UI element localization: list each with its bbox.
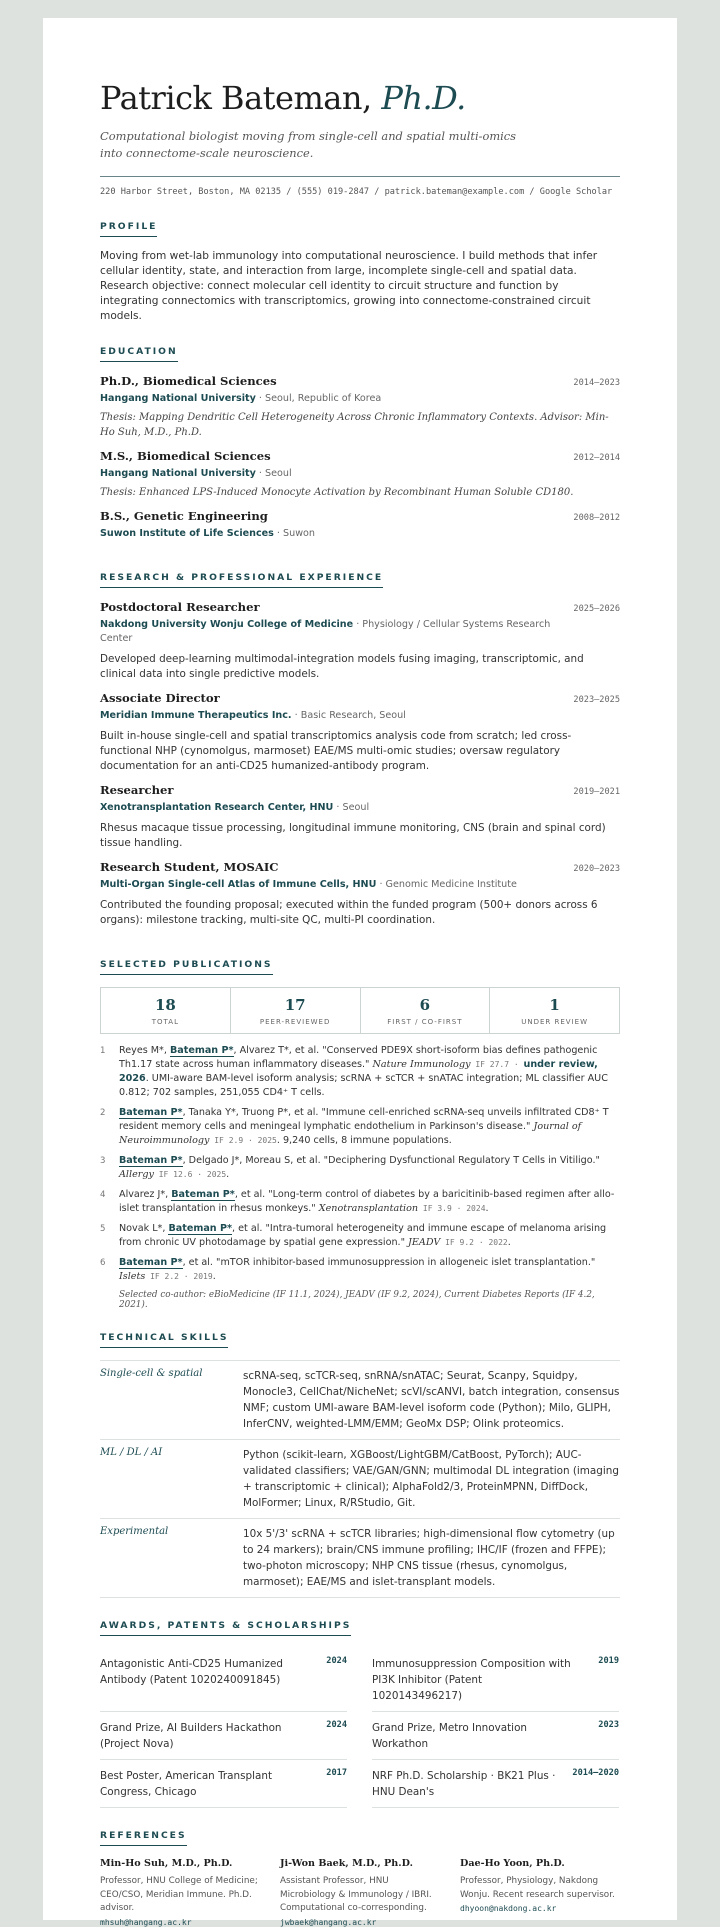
pub-title: , Delgado J*, Moreau S, et al. "Deciphering Dysfunctional Regulatory T Cells in Vitiligo." (182, 1155, 600, 1166)
section-heading-publications: SELECTED PUBLICATIONS (100, 959, 273, 975)
pub-notes: . (485, 1203, 489, 1214)
pub-title: , et al. "Long-term control of diabetes by a baricitinib-based regimen after allo-islet transplantation in rhesus monkeys." (119, 1189, 615, 1214)
stat-peer-reviewed (231, 988, 361, 1033)
stat-value: 17 (284, 996, 306, 1014)
job-title: Postdoctoral Researcher (100, 600, 260, 614)
employer-name: Meridian Immune Therapeutics Inc. (100, 710, 292, 721)
experience-list (100, 600, 620, 928)
reference-name: Min-Ho Suh, M.D., Ph.D. (100, 1858, 233, 1869)
reference-name: Dae-Ho Yoon, Ph.D. (460, 1858, 565, 1869)
job-description: Contributed the founding proposal; executed within the funded program (500+ donors across 6 organs): milestone tracking, multi-site QC, multi-PI coordination. (100, 899, 598, 926)
pub-self-author: Bateman P* (119, 1107, 183, 1118)
awards-grid (100, 1648, 620, 1808)
employer-unit: · Physiology / Cellular Systems Research Center (100, 619, 551, 644)
education-item (100, 374, 620, 440)
publication-item (100, 1106, 620, 1148)
credential-text: Ph.D. (381, 79, 466, 117)
pub-impact: IF 3.9 · 2024 (418, 1204, 486, 1213)
award-text: Grand Prize, Metro Innovation Workathon (372, 1722, 528, 1750)
reference-name: Ji-Won Baek, M.D., Ph.D. (280, 1858, 413, 1869)
thesis-text: Thesis: Mapping Dendritic Cell Heterogeneity Across Chronic Inflammatory Contexts. Advisor: Min-Ho Suh, M.D., Ph.D. (100, 412, 609, 438)
degree-title: B.S., Genetic Engineering (100, 509, 268, 523)
experience-item (100, 860, 620, 928)
reference-role: Professor, Physiology, Nakdong Wonju. Recent research supervisor. (460, 1876, 615, 1900)
employer-unit: · Basic Research, Seoul (294, 710, 406, 721)
section-heading-education: EDUCATION (100, 346, 178, 362)
job-years: 2025–2026 (573, 604, 620, 614)
job-description: Rhesus macaque tissue processing, longitudinal immune monitoring, CNS (brain and spinal cord) tissue handling. (100, 822, 606, 849)
award-item (100, 1648, 347, 1712)
award-text: Best Poster, American Transplant Congress, Chicago (100, 1770, 273, 1798)
stat-first-author (361, 988, 491, 1033)
pub-journal: Journal of Neuroimmunology (119, 1121, 582, 1146)
pub-impact: IF 2.9 · 2025 (209, 1136, 277, 1145)
stat-label: PEER-REVIEWED (259, 1018, 331, 1026)
experience-item (100, 691, 620, 774)
stat-value: 6 (419, 996, 431, 1014)
pub-impact: IF 27.7 · (470, 1060, 524, 1069)
pub-notes: . (226, 1169, 230, 1180)
pub-title: , et al. "mTOR inhibitor-based immunosuppression in allogeneic islet transplantation." (182, 1257, 596, 1268)
employer-name: Nakdong University Wonju College of Medicine (100, 619, 354, 630)
award-year: 2014–2020 (572, 1768, 619, 1778)
experience-item (100, 783, 620, 851)
skill-category: ML / DL / AI (100, 1447, 163, 1458)
resume-page (43, 18, 677, 1927)
pub-self-author: Bateman P* (171, 1189, 235, 1200)
job-description: Built in-house single-cell and spatial transcriptomics analysis code from scratch; led cross-functional NHP (cynomolgus, marmoset) EAE/MS multi-omic studies; oversaw regulatory documentation for an anti-CD25 humanized-antibody program. (100, 730, 572, 772)
stat-under-review (490, 988, 619, 1033)
degree-years: 2014–2023 (573, 378, 620, 388)
job-years: 2023–2025 (573, 695, 620, 705)
reference-item (100, 1858, 260, 1927)
publication-number: 5 (100, 1224, 106, 1234)
stat-label: UNDER REVIEW (521, 1018, 588, 1026)
publication-stats (100, 987, 620, 1034)
institution-location: · Suwon (276, 528, 315, 539)
award-year: 2019 (598, 1656, 619, 1666)
skill-list: 10x 5'/3' scRNA + scTCR libraries; high-dimensional flow cytometry (up to 24 markers); brain/CNS immune profiling; IHC/IF (frozen and FFPE); two-photon microscopy; NHP CNS tissue (rhesus, cynomolgus, marmoset); EAE/MS and islet-transplant models. (243, 1528, 615, 1588)
employer-name: Xenotransplantation Research Center, HNU (100, 802, 334, 813)
stat-value: 1 (549, 996, 560, 1014)
award-text: NRF Ph.D. Scholarship · BK21 Plus · HNU Dean's (372, 1770, 556, 1798)
pub-journal: JEADV (408, 1237, 441, 1248)
education-list (100, 374, 620, 541)
education-item (100, 449, 620, 500)
award-year: 2017 (326, 1768, 347, 1778)
pub-title: , et al. "Intra-tumoral heterogeneity and immune escape of melanoma arising from chronic UV photodamage by spatial gene expression." (119, 1223, 607, 1248)
award-item (372, 1712, 619, 1760)
institution-name: Suwon Institute of Life Sciences (100, 528, 274, 539)
employer-unit: · Genomic Medicine Institute (379, 879, 517, 890)
publication-item (100, 1188, 620, 1216)
skill-category: Experimental (100, 1526, 169, 1537)
skills-table (100, 1360, 620, 1598)
degree-years: 2012–2014 (573, 453, 620, 463)
job-description: Developed deep-learning multimodal-integration models fusing imaging, transcriptomic, and clinical data into single predictive models. (100, 653, 584, 680)
reference-email[interactable]: mhsuh@hangang.ac.kr (100, 1917, 192, 1927)
skill-row (100, 1360, 620, 1439)
award-text: Antagonistic Anti-CD25 Humanized Antibody (Patent 1020240091845) (100, 1658, 283, 1686)
name-text: Patrick Bateman, (100, 79, 372, 117)
job-title: Associate Director (100, 691, 220, 705)
skill-category: Single-cell & spatial (100, 1368, 203, 1379)
pub-self-author: Bateman P* (169, 1045, 234, 1056)
institution-name: Hangang National University (100, 393, 256, 404)
section-heading-experience: RESEARCH & PROFESSIONAL EXPERIENCE (100, 572, 383, 588)
employer-name: Multi-Organ Single-cell Atlas of Immune Cells, HNU (100, 879, 377, 890)
stat-total (101, 988, 231, 1033)
tagline: Computational biologist moving from single-cell and spatial multi-omics into connectome-scale neuroscience. (100, 129, 517, 160)
job-years: 2019–2021 (573, 787, 620, 797)
award-year: 2024 (326, 1720, 347, 1730)
pub-authors-pre: Reyes M*, (119, 1045, 170, 1056)
award-item (100, 1760, 347, 1808)
section-heading-references: REFERENCES (100, 1830, 187, 1846)
publication-item (100, 1044, 620, 1100)
stat-value: 18 (154, 996, 176, 1014)
stat-label: FIRST / CO-FIRST (387, 1018, 463, 1026)
pub-authors-pre: Novak L*, (119, 1223, 169, 1234)
skill-row (100, 1518, 620, 1598)
publication-number: 3 (100, 1156, 106, 1166)
name-heading (100, 78, 620, 118)
publication-item (100, 1222, 620, 1250)
award-item (372, 1760, 619, 1808)
pub-journal: Xenotransplantation (318, 1203, 419, 1214)
pub-notes: . 9,240 cells, 8 immune populations. (276, 1135, 452, 1146)
publication-number: 6 (100, 1258, 106, 1268)
pub-impact: IF 2.2 · 2019 (145, 1272, 213, 1281)
skill-row (100, 1439, 620, 1518)
experience-item (100, 600, 620, 682)
reference-item (460, 1858, 620, 1927)
section-heading-awards: AWARDS, PATENTS & SCHOLARSHIPS (100, 1620, 351, 1636)
section-heading-skills: TECHNICAL SKILLS (100, 1332, 228, 1348)
education-item (100, 509, 620, 541)
stat-label: TOTAL (151, 1018, 179, 1026)
pub-authors-pre: Alvarez J*, (119, 1189, 172, 1200)
pub-notes: . (212, 1271, 216, 1282)
reference-role: Assistant Professor, HNU Microbiology & Immunology / IBRI. Computational co-corresponding. (280, 1876, 432, 1913)
degree-title: M.S., Biomedical Sciences (100, 449, 271, 463)
profile-text: Moving from wet-lab immunology into computational neuroscience. I build methods that infer cellular identity, state, and interaction from large, incomplete single-cell and spatial data. Research objective: connect molecular cell identity to circuit structure and function by integrating connectomics with transcriptomics, growing into connectome-constrained circuit models. (100, 250, 598, 322)
reference-email[interactable]: jwbaek@hangang.ac.kr (280, 1917, 377, 1927)
reference-item (280, 1858, 440, 1927)
reference-email[interactable]: dhyoon@nakdong.ac.kr (460, 1904, 557, 1913)
job-title: Research Student, MOSAIC (100, 860, 279, 874)
references-list (100, 1858, 620, 1927)
job-title: Researcher (100, 783, 174, 797)
section-heading-profile: PROFILE (100, 221, 157, 237)
pub-notes: . (507, 1237, 511, 1248)
contact-line: 220 Harbor Street, Boston, MA 02135 / (555) 019-2847 / patrick.bateman@example.com / Google Scholar (100, 187, 613, 197)
pub-self-author: Bateman P* (168, 1223, 233, 1234)
award-text: Immunosuppression Composition with PI3K Inhibitor (Patent 1020143496217) (372, 1658, 571, 1702)
award-item (372, 1648, 619, 1712)
pub-journal: Allergy (119, 1169, 154, 1180)
pub-notes: . UMI-aware BAM-level isoform analysis; scRNA + scTCR + snATAC integration; ML classifier AUC 0.812; 702 samples, 251,055 CD4⁺ T cells. (119, 1073, 608, 1098)
reference-role: Professor, HNU College of Medicine; CEO/CSO, Meridian Immune. Ph.D. advisor. (100, 1876, 258, 1913)
employer-unit: · Seoul (336, 802, 370, 813)
publication-item (100, 1256, 620, 1284)
pub-journal: Nature Immunology (372, 1059, 471, 1070)
pub-title: , Alvarez T*, et al. "Conserved PDE9X short-isoform bias defines pathogenic Th1.17 state across human inflammatory diseases." (119, 1045, 598, 1070)
job-years: 2020–2023 (573, 864, 620, 874)
pub-impact: IF 9.2 · 2022 (440, 1238, 508, 1247)
publication-item (100, 1154, 620, 1182)
award-item (100, 1712, 347, 1760)
publication-number: 2 (100, 1108, 106, 1118)
institution-name: Hangang National University (100, 468, 256, 479)
pub-journal: Islets (119, 1271, 146, 1282)
degree-title: Ph.D., Biomedical Sciences (100, 374, 277, 388)
pub-self-author: Bateman P* (119, 1257, 183, 1268)
pub-status: under review, 2026 (119, 1059, 598, 1084)
publication-list (100, 1044, 620, 1310)
award-year: 2024 (326, 1656, 347, 1666)
skill-list: Python (scikit-learn, XGBoost/LightGBM/CatBoost, PyTorch); AUC-validated classifiers; VAE/GAN/GNN; multimodal DL integration (imaging + transcriptomic + clinical); AlphaFold2/3, ProteinMPNN, DiffDock, MolFormer; Linux, R/RStudio, Git. (243, 1449, 619, 1509)
pub-self-author: Bateman P* (119, 1155, 183, 1166)
award-year: 2023 (598, 1720, 619, 1730)
award-text: Grand Prize, AI Builders Hackathon (Project Nova) (100, 1722, 282, 1750)
skill-list: scRNA-seq, scTCR-seq, snRNA/snATAC; Seurat, Scanpy, Squidpy, Monocle3, CellChat/NicheNet; scVI/scANVI, batch integration, consensus NMF; custom UMI-aware BAM-level isoform code (Python); Milo, GLIPH, InferCNV, weighted-LMM/EMM; GeoMx DSP; Olink proteomics. (243, 1370, 620, 1430)
degree-years: 2008–2012 (573, 513, 620, 523)
thesis-text: Thesis: Enhanced LPS-Induced Monocyte Activation by Recombinant Human Soluble CD180. (100, 487, 574, 498)
header-divider (100, 176, 620, 177)
publication-number: 1 (100, 1046, 106, 1056)
pub-title: , Tanaka Y*, Truong P*, et al. "Immune cell-enriched scRNA-seq unveils infiltrated CD8⁺ T resident memory cells and meningeal lymphatic endothelium in Parkinson's disease." (119, 1107, 609, 1132)
institution-location: · Seoul, Republic of Korea (258, 393, 382, 404)
publication-number: 4 (100, 1190, 106, 1200)
coauthor-note: Selected co-author: eBioMedicine (IF 11.1, 2024), JEADV (IF 9.2, 2024), Current Diabetes Reports (IF 4.2, 2021). (119, 1290, 595, 1310)
pub-impact: IF 12.6 · 2025 (153, 1170, 227, 1179)
institution-location: · Seoul (258, 468, 292, 479)
